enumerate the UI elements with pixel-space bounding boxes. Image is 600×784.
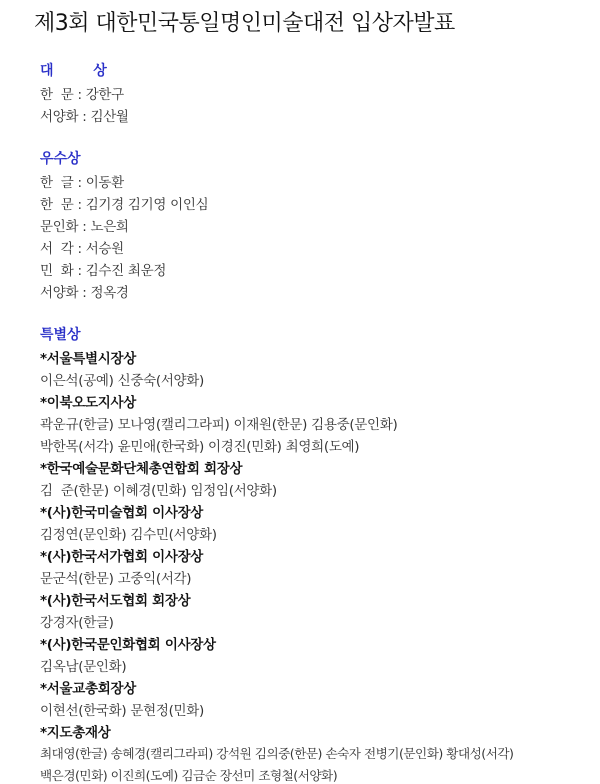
award-winners: 김옥남(문인화) bbox=[40, 659, 127, 675]
award-winners: 김정연(문인화) 김수민(서양화) bbox=[40, 527, 217, 543]
section-heading-grand: 대 상 bbox=[40, 63, 117, 79]
award-winners: 이현선(한국화) 문현정(민화) bbox=[40, 703, 205, 719]
excellence-line: 한 글 : 이동환 bbox=[40, 175, 124, 191]
award-winners: 박한목(서각) 윤민애(한국화) 이경진(민화) 최영희(도예) bbox=[40, 439, 360, 455]
award-winners: 김 준(한문) 이혜경(민화) 임정임(서양화) bbox=[40, 483, 277, 499]
award-winners: 문군석(한문) 고중익(서각) bbox=[40, 571, 192, 587]
excellence-line: 민 화 : 김수진 최운정 bbox=[40, 263, 167, 279]
award-name: *지도총재상 bbox=[40, 725, 111, 741]
excellence-line: 서양화 : 정옥경 bbox=[40, 285, 129, 301]
excellence-line: 한 문 : 김기경 김기영 이인심 bbox=[40, 197, 209, 213]
grand-line: 서양화 : 김산월 bbox=[40, 109, 129, 125]
award-name: *(사)한국미술협회 이사장상 bbox=[40, 505, 204, 521]
award-name: *이북오도지사상 bbox=[40, 395, 136, 411]
excellence-line: 문인화 : 노은희 bbox=[40, 219, 129, 235]
section-heading-excellence: 우수상 bbox=[40, 151, 81, 167]
award-winners: 곽운규(한글) 모나영(캘리그라피) 이재원(한문) 김용중(문인화) bbox=[40, 417, 398, 433]
award-winners: 이은석(공예) 신중숙(서양화) bbox=[40, 373, 205, 389]
award-winners: 백은경(민화) 이진희(도예) 김금순 장선미 조형철(서양화) bbox=[40, 768, 338, 783]
award-winners: 최대영(한글) 송혜경(캘리그라피) 강석원 김의중(한문) 손숙자 전병기(문인화) 황대성(서각) bbox=[40, 746, 514, 761]
excellence-line: 서 각 : 서승원 bbox=[40, 241, 124, 257]
grand-line: 한 문 : 강한구 bbox=[40, 87, 124, 103]
award-name: *(사)한국문인화협회 이사장상 bbox=[40, 637, 216, 653]
award-name: *서울교총회장상 bbox=[40, 681, 136, 697]
award-name: *(사)한국서가협회 이사장상 bbox=[40, 549, 204, 565]
award-name: *(사)한국서도협회 회장상 bbox=[40, 593, 191, 609]
section-heading-special: 특별상 bbox=[40, 327, 81, 343]
award-winners: 강경자(한글) bbox=[40, 615, 114, 631]
award-name: *서울특별시장상 bbox=[40, 351, 136, 367]
page-title: 제3회 대한민국통일명인미술대전 입상자발표 bbox=[34, 11, 455, 36]
award-name: *한국예술문화단체총연합회 회장상 bbox=[40, 461, 243, 477]
